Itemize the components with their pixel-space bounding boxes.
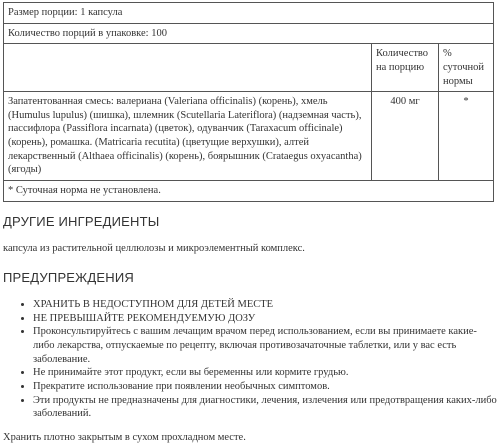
serving-size: Размер порции: 1 капсула (4, 3, 494, 24)
supplement-facts-table (3, 2, 494, 202)
daily-value-header: % суточной нормы (439, 44, 494, 92)
warning-item: • ХРАНИТЬ В НЕДОСТУПНОМ ДЛЯ ДЕТЕЙ МЕСТЕ (33, 298, 497, 312)
ingredient-description: Запатентованная смесь: валериана (Valeriana officinalis) (корень), хмель (Humulus lupulus) (шишка), шлемник (Scutellaria Lateriflora) (надземная часть), пассифлора (Passiflora incarnata) (цветок), одуванчик (Taraxacum officinale) (корень), ромашка. (Matricaria recutita) (цветущие верхушки), алтей лекарственный (Althaea officinalis) (корень), боярышник (Crataegus oxyacantha) (ягоды) (4, 92, 372, 181)
servings-per-container: Количество порций в упаковке: 100 (4, 23, 494, 44)
table-header-row (4, 44, 494, 92)
footnote: * Суточная норма не установлена. (4, 181, 494, 202)
other-ingredients-text: капсула из растительной целлюлозы и микроэлементный комплекс. (3, 242, 305, 254)
ingredient-header (4, 44, 372, 92)
ingredient-row (4, 92, 494, 181)
serving-size-row (4, 3, 494, 24)
warning-item: • Не принимайте этот продукт, если вы беременны или кормите грудью. (33, 366, 497, 380)
other-ingredients-title: ДРУГИЕ ИНГРЕДИЕНТЫ (3, 213, 160, 229)
warning-item: • Эти продукты не предназначены для диагностики, лечения, излечения или предотвращения каких-либо заболеваний. (33, 394, 497, 421)
warnings-list (3, 298, 497, 421)
ingredient-amount: 400 мг (372, 92, 439, 181)
warning-item: • Проконсультируйтесь с вашим лечащим врачом перед использованием, если вы принимаете какие-либо лекарства, отпускаемые по рецепту, включая противозачаточные таблетки, или у вас есть заболевание. (33, 325, 497, 366)
ingredient-daily-value: * (439, 92, 494, 181)
footnote-row (4, 181, 494, 202)
warning-item: • НЕ ПРЕВЫШАЙТЕ РЕКОМЕНДУЕМУЮ ДОЗУ (33, 312, 497, 326)
warning-item: • Прекратите использование при появлении необычных симптомов. (33, 380, 497, 394)
storage-instructions: Хранить плотно закрытым в сухом прохладном месте. (3, 431, 246, 443)
warnings-title: ПРЕДУПРЕЖДЕНИЯ (3, 270, 134, 286)
servings-per-container-row (4, 23, 494, 44)
amount-header: Количество на порцию (372, 44, 439, 92)
